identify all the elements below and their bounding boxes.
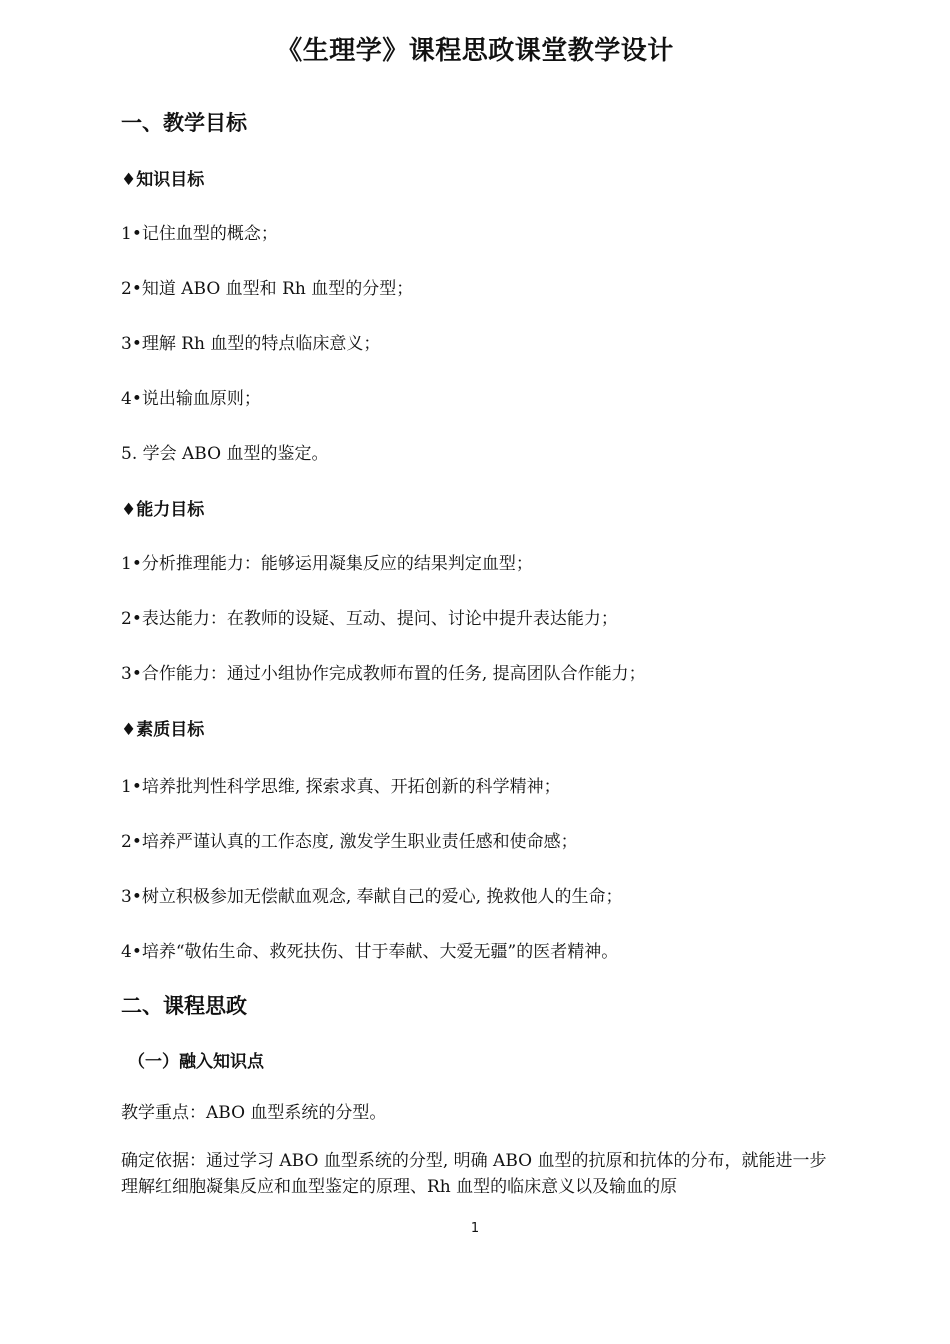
ability-item: 3•合作能力：通过小组协作完成教师布置的任务, 提高团队合作能力； [121, 664, 646, 684]
knowledge-item: 5. 学会 ABO 血型的鉴定。 [121, 444, 329, 464]
subheading-quality-goals: ♦素质目标 [121, 720, 205, 740]
subsection-heading-knowledge-points: （一）融入知识点 [128, 1052, 264, 1072]
subheading-ability-goals: ♦能力目标 [121, 500, 205, 520]
knowledge-item: 1•记住血型的概念； [121, 224, 278, 244]
quality-item: 3•树立积极参加无偿献血观念, 奉献自己的爱心, 挽救他人的生命； [121, 887, 623, 907]
basis-paragraph: 确定依据：通过学习 ABO 血型系统的分型, 明确 ABO 血型的抗原和抗体的分布，就能进一步理解红细胞凝集反应和血型鉴定的原理、Rh 血型的临床意义以及输血的原 [121, 1151, 827, 1197]
knowledge-item: 4•说出输血原则； [121, 389, 261, 409]
document-title: 《生理学》课程思政课堂教学设计 [276, 36, 674, 66]
section-heading-course-ideology: 二、课程思政 [121, 994, 247, 1018]
page-number: 1 [470, 1221, 480, 1236]
knowledge-item: 3•理解 Rh 血型的特点临床意义； [121, 334, 381, 354]
quality-item: 4•培养“敬佑生命、救死扶伤、甘于奉献、大爱无疆”的医者精神。 [121, 942, 619, 962]
quality-item: 1•培养批判性科学思维, 探索求真、开拓创新的科学精神； [121, 777, 561, 797]
section-heading-teaching-goals: 一、教学目标 [121, 111, 247, 135]
knowledge-item: 2•知道 ABO 血型和 Rh 血型的分型； [121, 279, 414, 299]
quality-item: 2•培养严谨认真的工作态度, 激发学生职业责任感和使命感； [121, 832, 578, 852]
ability-item: 1•分析推理能力：能够运用凝集反应的结果判定血型； [121, 554, 533, 574]
subheading-knowledge-goals: ♦知识目标 [121, 170, 205, 190]
ability-item: 2•表达能力：在教师的设疑、互动、提问、讨论中提升表达能力； [121, 609, 618, 629]
key-point-text: 教学重点：ABO 血型系统的分型。 [121, 1103, 387, 1123]
